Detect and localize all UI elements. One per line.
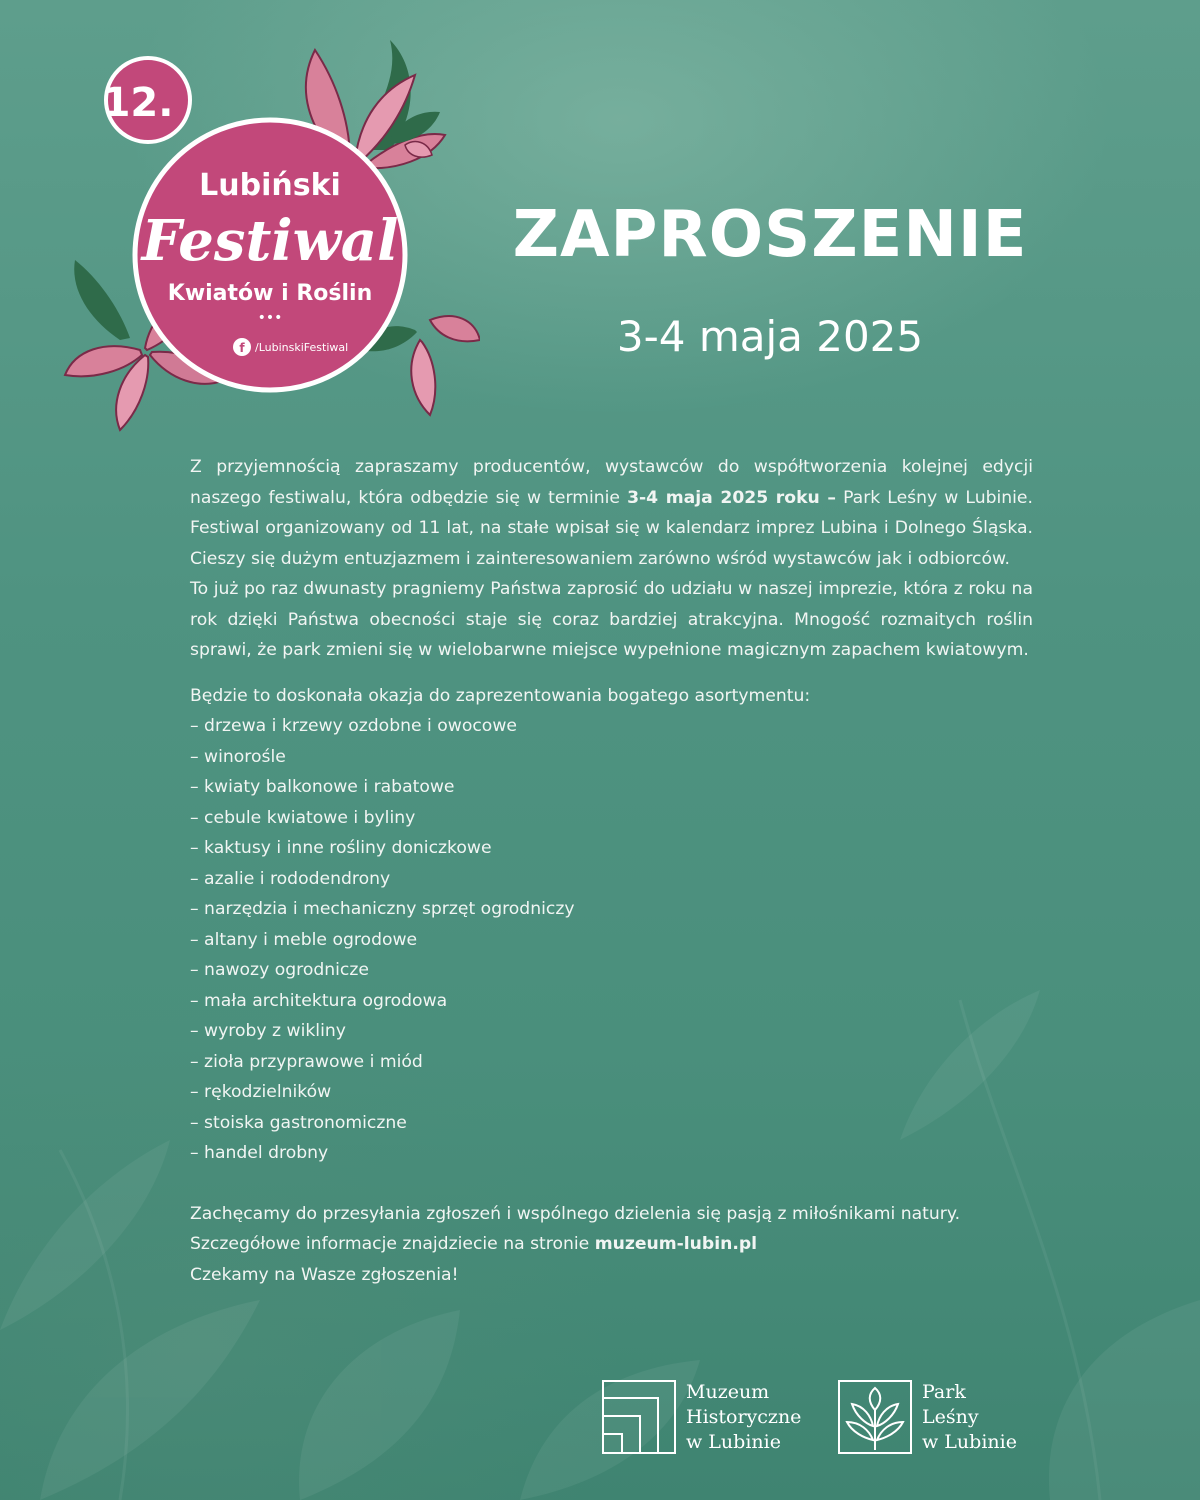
closing-line-3: Czekamy na Wasze zgłoszenia! xyxy=(190,1264,459,1285)
assortment-item: – handel drobny xyxy=(190,1143,329,1163)
intro-date-bold: 3-4 maja 2025 roku – xyxy=(627,487,836,508)
logo-line-kwiatow: Kwiatów i Roślin xyxy=(167,281,373,306)
park-name-line: Park xyxy=(922,1381,966,1403)
intro-text-b: Park Leśny w Lubinie. Festiwal organizowany od 11 lat, na stałe wpisał się w kalendarz imprez Lubina i Dolnego Śląska. Cieszy się dużym entuzjazmem i zainteresowaniem zarówno wśród wystawców jak i odbiorców. xyxy=(190,487,1033,569)
assortment-item: – winorośle xyxy=(190,746,286,767)
park-name-line: Leśny xyxy=(922,1406,979,1428)
logo-line-lubinski: Lubiński xyxy=(199,168,341,203)
assortment-item: – stoiska gastronomiczne xyxy=(190,1112,407,1133)
closing-line-2-text: Szczegółowe informacje znajdziecie na stronie xyxy=(190,1234,595,1254)
assortment-item: – drzewa i krzewy ozdobne i owocowe xyxy=(190,716,517,736)
park-name-line: w Lubinie xyxy=(922,1431,1017,1453)
logo-dots: ••• xyxy=(257,310,283,326)
park-name xyxy=(922,1380,1017,1455)
assortment-item: – cebule kwiatowe i byliny xyxy=(190,807,416,828)
closing-line-1: Zachęcamy do przesyłania zgłoszeń i wspólnego dzielenia się pasją z miłośnikami natury. xyxy=(190,1203,961,1224)
museum-name-line: Muzeum xyxy=(686,1381,770,1403)
museum-mark-icon xyxy=(602,1380,676,1454)
museum-logo xyxy=(602,1380,801,1455)
museum-name-line: w Lubinie xyxy=(686,1431,781,1453)
assortment-item: – altany i meble ogrodowe xyxy=(190,929,418,950)
assortment-item: – zioła przyprawowe i miód xyxy=(190,1051,423,1072)
facebook-handle: /LubinskiFestiwal xyxy=(255,341,349,354)
intro-paragraph-1 xyxy=(190,452,1033,574)
website-link[interactable]: muzeum-lubin.pl xyxy=(594,1234,758,1254)
assortment-item: – mała architektura ogrodowa xyxy=(190,990,448,1011)
intro-text-a: Z przyjemnością zapraszamy producentów, wystawców do współtworzenia kolejnej edycji naszego festiwalu, która odbędzie się w terminie xyxy=(190,457,1033,508)
assortment-item: – azalie i rododendrony xyxy=(190,868,391,889)
page-title: ZAPROSZENIE xyxy=(512,198,1028,272)
festival-logo xyxy=(60,20,480,440)
park-logo xyxy=(838,1380,1017,1455)
assortment-item: – narzędzia i mechaniczny sprzęt ogrodniczy xyxy=(190,899,575,919)
edition-number: 12. xyxy=(102,80,174,126)
park-plant-icon xyxy=(838,1380,912,1454)
assortment-item: – nawozy ogrodnicze xyxy=(190,960,369,980)
assortment-item: – wyroby z wikliny xyxy=(190,1021,346,1041)
invitation-body xyxy=(190,452,1033,1290)
assortment-list xyxy=(190,711,1033,1169)
intro-paragraph-2: To już po raz dwunasty pragniemy Państwa zaprosić do udziału w naszej imprezie, która z roku na rok dzięki Państwa obecności staje się coraz bardziej atrakcyjna. Mnogość rozmaitych roślin sprawi, że park zmieni się w wielobarwne miejsce wypełnione magicznym zapachem kwiatowym. xyxy=(190,579,1033,660)
closing-section xyxy=(190,1199,1033,1291)
museum-name xyxy=(686,1380,801,1455)
assortment-item: – kwiaty balkonowe i rabatowe xyxy=(190,777,455,797)
assortment-item: – kaktusy i inne rośliny doniczkowe xyxy=(190,838,492,858)
svg-text:f: f xyxy=(239,341,245,355)
assortment-heading: Będzie to doskonała okazja do zaprezentowania bogatego asortymentu: xyxy=(190,685,811,706)
assortment-item: – rękodzielników xyxy=(190,1082,332,1102)
museum-name-line: Historyczne xyxy=(686,1406,802,1428)
closing-line-2 xyxy=(190,1229,1033,1260)
logo-line-festiwal: Festiwal xyxy=(141,208,399,274)
event-date: 3-4 maja 2025 xyxy=(616,312,924,361)
